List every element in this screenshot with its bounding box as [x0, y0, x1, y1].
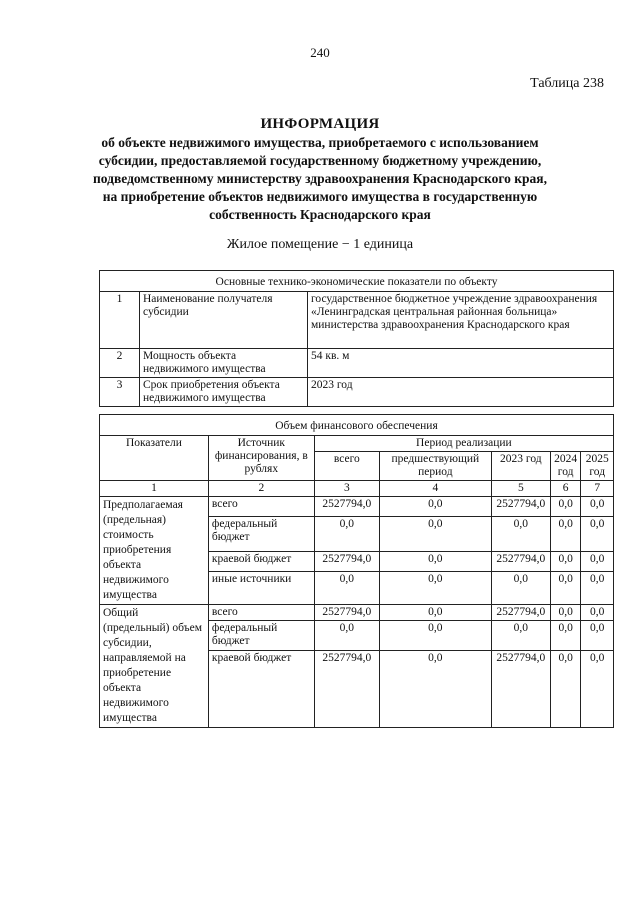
table-row [100, 497, 614, 517]
value-total: 2527794,0 [314, 497, 379, 517]
value-2023: 2527794,0 [491, 651, 550, 728]
col-number: 2 [208, 481, 314, 497]
value-total: 0,0 [314, 516, 379, 552]
value-2025: 0,0 [581, 497, 614, 517]
value-total: 2527794,0 [314, 605, 379, 621]
value-2025: 0,0 [581, 552, 614, 572]
value-2024: 0,0 [550, 651, 581, 728]
col-2023: 2023 год [491, 452, 550, 481]
col-number: 1 [100, 481, 209, 497]
group-label: Предполагаемая (предельная) стоимость приобретения объекта недвижимого имущества [100, 497, 209, 605]
table-number: Таблица 238 [530, 76, 604, 91]
source-cell: федеральный бюджет [208, 516, 314, 552]
row-name: Срок приобретения объекта недвижимого имущества [140, 378, 308, 407]
col-number: 4 [379, 481, 491, 497]
row-number: 2 [100, 349, 140, 378]
value-2024: 0,0 [550, 552, 581, 572]
col-number: 7 [581, 481, 614, 497]
value-prev: 0,0 [379, 497, 491, 517]
value-prev: 0,0 [379, 552, 491, 572]
value-2024: 0,0 [550, 572, 581, 605]
source-cell: краевой бюджет [208, 651, 314, 728]
value-2025: 0,0 [581, 651, 614, 728]
row-value: 54 кв. м [308, 349, 614, 378]
col-2025: 2025 год [581, 452, 614, 481]
table-row [100, 605, 614, 621]
value-total: 0,0 [314, 572, 379, 605]
value-2023: 2527794,0 [491, 605, 550, 621]
group-label: Общий (предельный) объем субсидии, направляемой на приобретение объекта недвижимого имущества [100, 605, 209, 728]
source-cell: федеральный бюджет [208, 621, 314, 651]
value-2023: 0,0 [491, 621, 550, 651]
finance-header: Объем финансового обеспечения [100, 415, 614, 436]
table-row [100, 292, 614, 349]
value-prev: 0,0 [379, 651, 491, 728]
col-indicators: Показатели [100, 436, 209, 481]
value-total: 0,0 [314, 621, 379, 651]
indicators-header: Основные технико-экономические показатели по объекту [100, 271, 614, 292]
row-number: 1 [100, 292, 140, 349]
document-title: ИНФОРМАЦИЯ [260, 116, 380, 132]
source-cell: краевой бюджет [208, 552, 314, 572]
value-2024: 0,0 [550, 516, 581, 552]
indicators-table [99, 270, 614, 407]
value-2025: 0,0 [581, 621, 614, 651]
value-2023: 2527794,0 [491, 497, 550, 517]
subtitle-line: подведомственному министерству здравоохранения Краснодарского края, [93, 171, 547, 186]
col-number: 5 [491, 481, 550, 497]
table-row [100, 349, 614, 378]
col-period: Период реализации [314, 436, 613, 452]
value-2024: 0,0 [550, 605, 581, 621]
col-prev: предшествующий период [379, 452, 491, 481]
row-value: 2023 год [308, 378, 614, 407]
object-description: Жилое помещение − 1 единица [226, 237, 414, 252]
page-number: 240 [310, 45, 330, 60]
document-subtitle [60, 134, 580, 224]
col-number: 3 [314, 481, 379, 497]
value-2024: 0,0 [550, 497, 581, 517]
col-source: Источник финансирования, в рублях [208, 436, 314, 481]
column-numbers-row [100, 481, 614, 497]
col-total: всего [314, 452, 379, 481]
source-cell: иные источники [208, 572, 314, 605]
finance-table [99, 414, 614, 728]
value-2025: 0,0 [581, 572, 614, 605]
value-total: 2527794,0 [314, 552, 379, 572]
value-prev: 0,0 [379, 572, 491, 605]
value-total: 2527794,0 [314, 651, 379, 728]
value-2025: 0,0 [581, 516, 614, 552]
value-2023: 2527794,0 [491, 552, 550, 572]
row-value: государственное бюджетное учреждение здравоохранения «Ленинградская центральная районная больница» министерства здравоохранения Краснодарского края [308, 292, 614, 349]
value-prev: 0,0 [379, 621, 491, 651]
table-row [100, 378, 614, 407]
source-cell: всего [208, 605, 314, 621]
value-2023: 0,0 [491, 516, 550, 552]
value-prev: 0,0 [379, 516, 491, 552]
row-number: 3 [100, 378, 140, 407]
subtitle-line: субсидии, предоставляемой государственному бюджетному учреждению, [98, 153, 542, 168]
subtitle-line: об объекте недвижимого имущества, приобретаемого с использованием [101, 135, 539, 150]
value-2024: 0,0 [550, 621, 581, 651]
value-2025: 0,0 [581, 605, 614, 621]
row-name: Наименование получателя субсидии [140, 292, 308, 349]
subtitle-line: на приобретение объектов недвижимого имущества в государственную [102, 189, 538, 204]
row-name: Мощность объекта недвижимого имущества [140, 349, 308, 378]
subtitle-line: собственность Краснодарского края [209, 207, 431, 222]
source-cell: всего [208, 497, 314, 517]
value-prev: 0,0 [379, 605, 491, 621]
col-number: 6 [550, 481, 581, 497]
value-2023: 0,0 [491, 572, 550, 605]
col-2024: 2024 год [550, 452, 581, 481]
